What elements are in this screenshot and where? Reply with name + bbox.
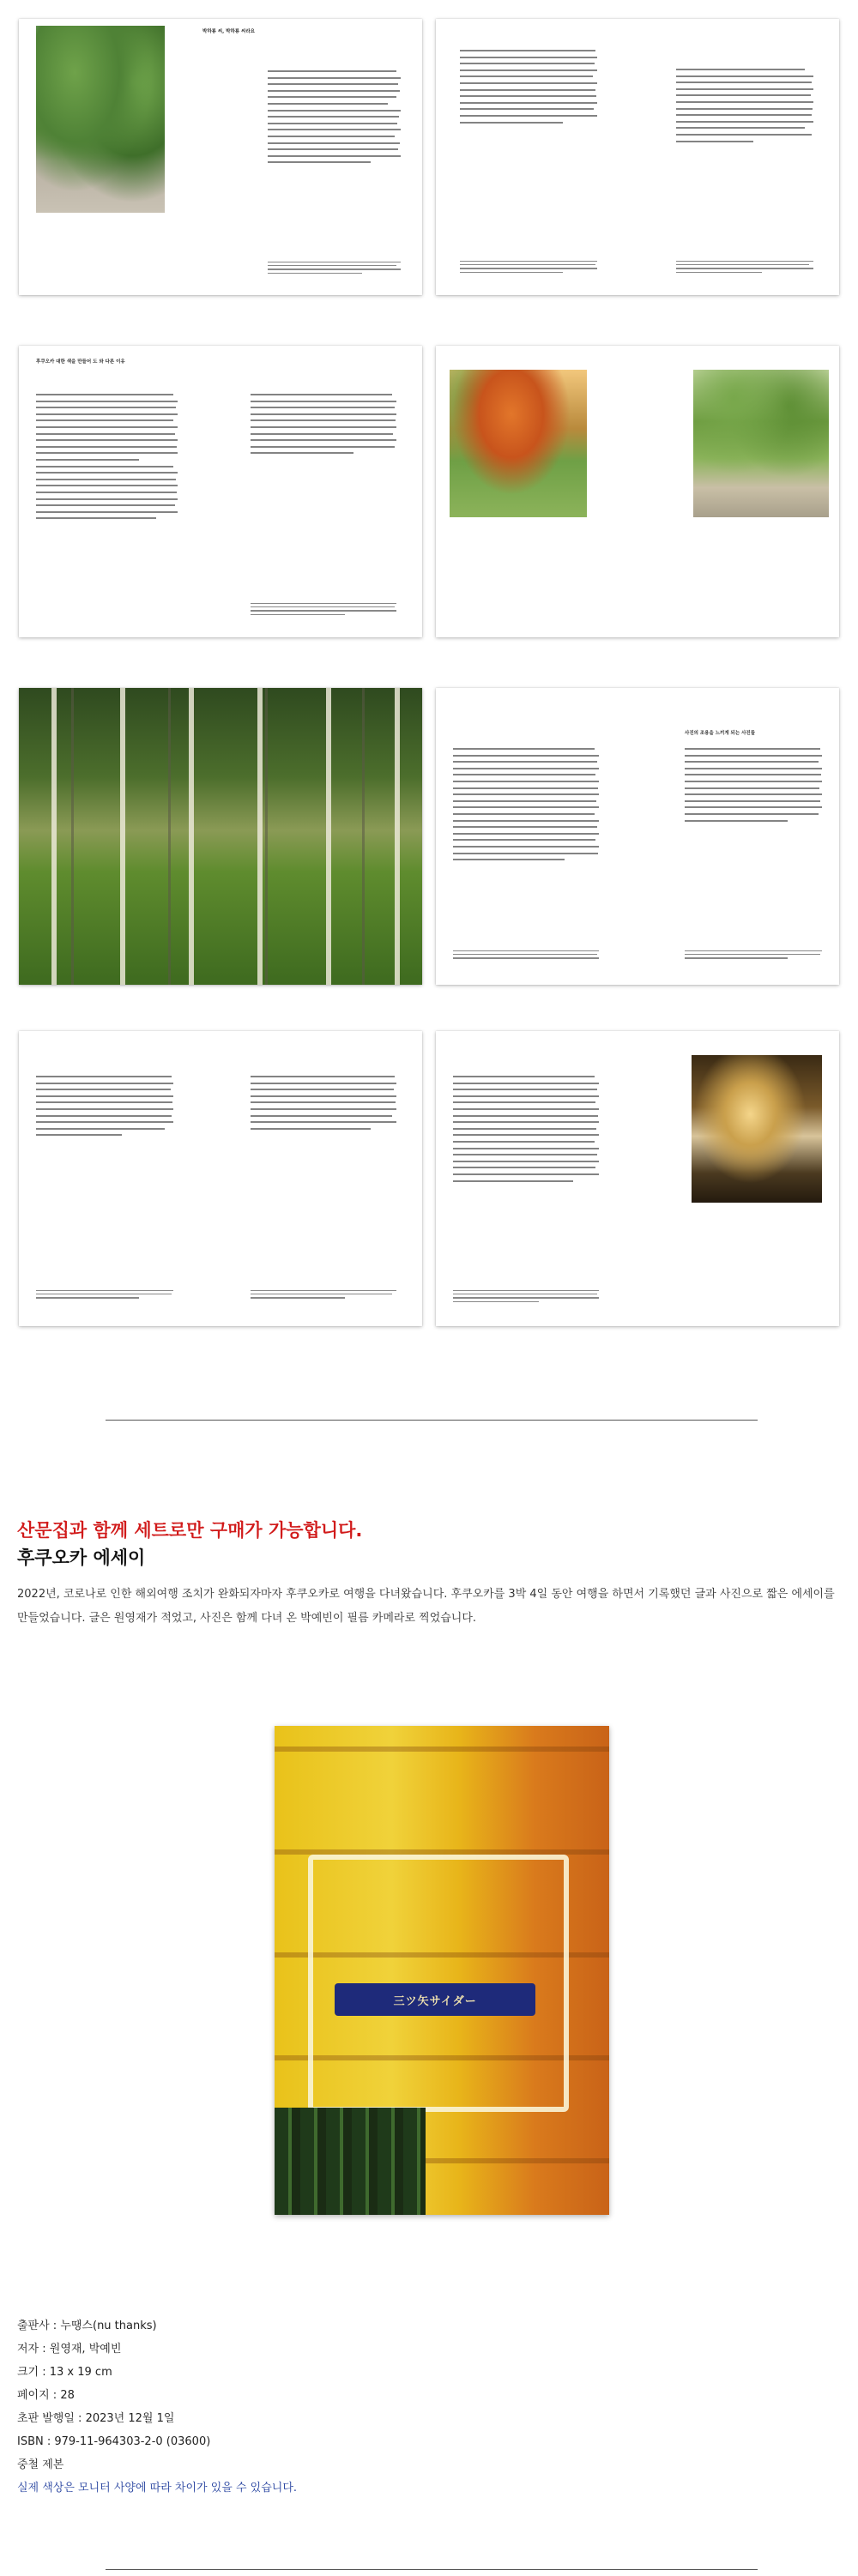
crate-label: 三ツ矢サイダー <box>335 1983 535 2016</box>
book-spread-4 <box>19 1031 839 1326</box>
footnote-lines <box>453 1290 599 1302</box>
park-photo <box>36 26 165 213</box>
autumn-tree-photo <box>450 370 587 517</box>
crates-cover-photo <box>275 1726 609 2215</box>
size: 크기 : 13 x 19 cm <box>17 2366 112 2379</box>
publication-date: 초판 발행일 : 2023년 12월 1일 <box>17 2412 175 2425</box>
body-text-lines <box>676 69 813 142</box>
chapter-title: 후쿠오카 대한 색을 만들어 도 와 다른 이유 <box>36 359 125 365</box>
page-right <box>436 1031 839 1326</box>
footnote-lines <box>685 950 822 959</box>
book-description: 2022년, 코로나로 인한 해외여행 조치가 완화되자마자 후쿠오카로 여행을 다녀왔습니다. 후쿠오카를 3박 4일 동안 여행을 하면서 기록했던 글과 사진으로 짧은 에세이를 만들었습니다. 글은 원영재가 적었고, 사진은 함께 다녀 온 박예빈이 필름 카메라로 찍었습니다. <box>17 1588 835 1625</box>
spread-1-right-text <box>436 19 839 295</box>
chapter-title: 사진의 조용을 느끼게 되는 사진들 <box>685 731 756 736</box>
kitchen-photo <box>692 1055 822 1203</box>
bottom-divider <box>106 2569 758 2570</box>
page-right <box>436 346 839 637</box>
footnote-lines <box>251 1290 396 1299</box>
body-text-lines <box>685 748 822 822</box>
footnote-lines <box>453 950 599 959</box>
body-text-lines <box>251 394 396 454</box>
footnote-lines <box>460 261 597 273</box>
body-text-lines <box>453 1076 599 1182</box>
authors: 저자 : 원영재, 박예빈 <box>17 2343 122 2356</box>
book-spread-2 <box>19 346 839 637</box>
park-path-photo <box>693 370 829 517</box>
binding: 중철 제본 <box>17 2458 64 2471</box>
section-divider <box>106 1420 758 1421</box>
book-info <box>17 2314 297 2500</box>
chapter-title: 박하룡 씨, 박하룡 씨라요 <box>202 29 255 34</box>
isbn: ISBN : 979-11-964303-2-0 (03600) <box>17 2435 211 2448</box>
footnote-lines <box>676 261 813 273</box>
footnote-lines <box>251 603 396 615</box>
page-right <box>436 688 839 985</box>
set-purchase-notice: 산문집과 함께 세트로만 구매가 가능합니다. <box>17 1520 363 1541</box>
bottles <box>275 2108 426 2215</box>
book-title: 후쿠오카 에세이 <box>17 1547 146 1568</box>
page-left-fullbleed <box>19 688 422 985</box>
body-text-lines <box>453 748 599 860</box>
page-count: 페이지 : 28 <box>17 2389 75 2402</box>
body-text-lines <box>460 50 597 124</box>
body-text-lines <box>36 394 178 519</box>
page-left <box>19 346 422 637</box>
publisher: 출판사 : 누땡스(nu thanks) <box>17 2320 157 2332</box>
book-spread-3 <box>19 688 839 985</box>
body-text-lines <box>251 1076 396 1130</box>
footnote-lines <box>36 1290 173 1299</box>
color-notice: 실제 색상은 모니터 사양에 따라 차이가 있을 수 있습니다. <box>17 2482 298 2495</box>
birch-forest-photo <box>19 688 422 985</box>
page-left <box>19 1031 422 1326</box>
body-text-lines <box>36 1076 173 1136</box>
page-left <box>19 19 422 295</box>
